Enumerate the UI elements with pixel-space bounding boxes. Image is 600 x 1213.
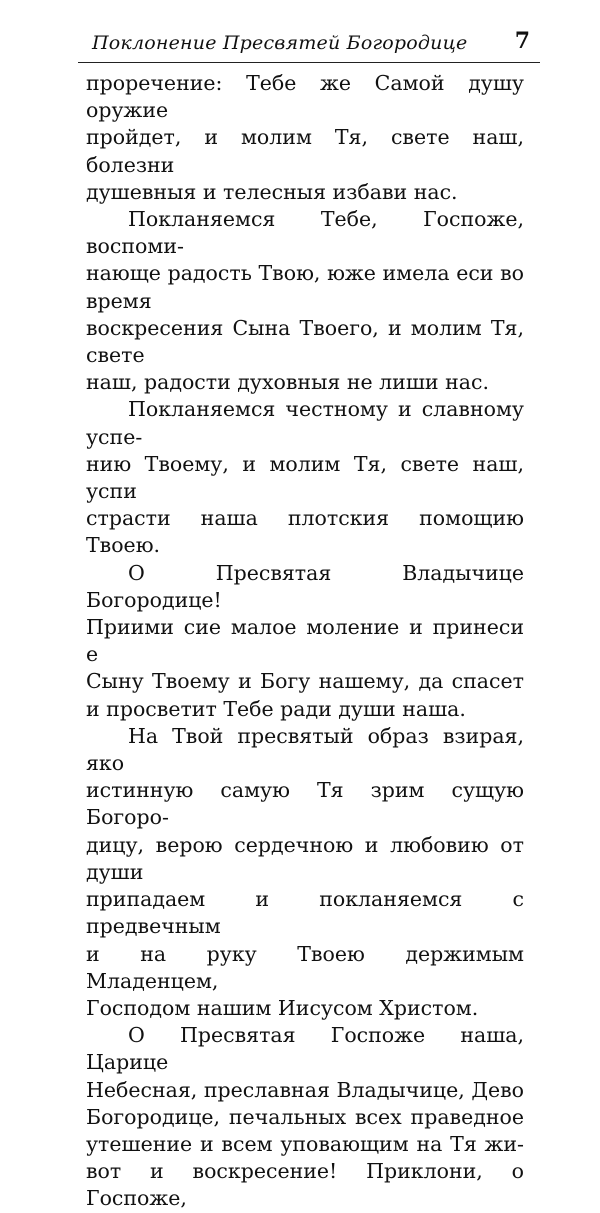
text-line: Покланяемся честному и славному успе- — [86, 397, 524, 449]
text-line: проречение: Тебе же Самой душу оружие — [86, 71, 524, 123]
text-line: и просветит Тебе ради души наша. — [86, 696, 466, 721]
text-line: страсти наша плотския помощию Твоею. — [86, 506, 524, 558]
text-line: наш, радости духовныя не лиши нас. — [86, 370, 489, 395]
text-line: истинную самую Тя зрим сущую Богоро- — [86, 778, 524, 830]
page-number: 7 — [514, 28, 530, 54]
text-line: душевныя и телесныя избави нас. — [86, 179, 458, 204]
text-line: утешение и всем уповающим на Тя жи- — [86, 1131, 524, 1156]
text-line: припадаем и покланяемся с предвечным — [86, 887, 524, 939]
text-line: Покланяемся Тебе, Госпоже, воспоми- — [86, 207, 524, 259]
text-line: На Твой пресвятый образ взирая, яко — [86, 723, 524, 776]
paragraph — [86, 560, 524, 723]
running-header-title: Поклонение Пресвятей Богородице — [92, 32, 468, 54]
text-line: нающе радость Твою, юже имела еси во время — [86, 261, 524, 313]
text-line: пройдет, и молим Тя, свете наш, болезни — [86, 125, 524, 177]
text-line: и на руку Твоею держимым Младенцем, — [86, 941, 524, 993]
paragraph — [86, 1022, 524, 1212]
paragraph — [86, 70, 524, 206]
text-line: О Пресвятая Владычице Богородице! — [86, 560, 524, 612]
paragraph — [86, 206, 524, 396]
paragraph — [86, 396, 524, 559]
text-line: Сыну Твоему и Богу нашему, да спасет — [86, 669, 524, 694]
text-line: О Пресвятая Госпоже наша, Царице — [86, 1023, 524, 1075]
text-line: Богородице, печальных всех праведное — [86, 1104, 524, 1129]
text-line: дицу, верою сердечною и любовию от души — [86, 832, 524, 884]
text-line: воскресения Сына Твоего, и молим Тя, свете — [86, 315, 524, 368]
text-line: Приими сие малое моление и принеси е — [86, 615, 524, 667]
text-line: Небесная, преславная Владычице, Дево — [86, 1077, 524, 1102]
running-header — [78, 26, 540, 63]
text-line: нию Твоему, и молим Тя, свете наш, успи — [86, 451, 524, 504]
text-line: вот и воскресение! Приклони, о Госпоже, — [86, 1159, 524, 1211]
text-line: Господом нашим Иисусом Христом. — [86, 995, 479, 1020]
page-body-text — [86, 70, 524, 1213]
paragraph — [86, 723, 524, 1022]
